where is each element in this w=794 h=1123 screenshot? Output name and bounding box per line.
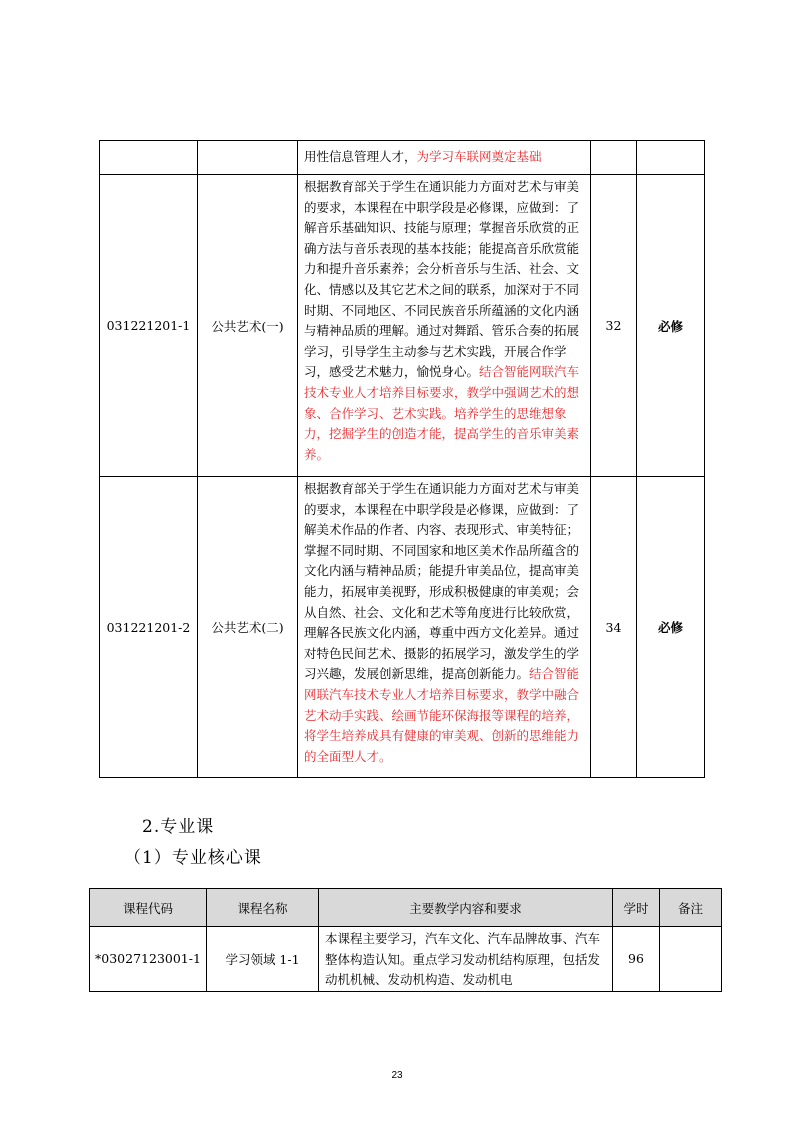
table-row	[90, 927, 722, 992]
header-note: 备注	[660, 889, 722, 927]
course-hours: 34	[591, 477, 637, 778]
core-course-table	[89, 888, 722, 992]
description-highlight: 结合智能网联汽车技术专业人才培养目标要求，教学中强调艺术的想象、合作学习、艺术实践。培养学生的思维想象力，挖掘学生的创造才能，提高学生的音乐审美素养。	[304, 364, 580, 462]
course-hours	[591, 141, 637, 175]
table-row	[100, 477, 705, 778]
course-description	[298, 477, 591, 778]
course-note	[637, 141, 705, 175]
course-hours: 96	[613, 927, 660, 992]
header-content: 主要教学内容和要求	[319, 889, 613, 927]
section-heading-core: （1）专业核心课	[124, 848, 262, 868]
course-description	[298, 175, 591, 477]
page-number: 23	[391, 1070, 403, 1081]
header-course-code: 课程代码	[90, 889, 207, 927]
course-note: 必修	[637, 477, 705, 778]
table-row	[100, 141, 705, 175]
course-name: 公共艺术(二)	[198, 477, 298, 778]
course-name	[198, 141, 298, 175]
course-code: 031221201-2	[100, 477, 198, 778]
general-course-table	[99, 140, 705, 778]
table-header-row	[90, 889, 722, 927]
course-name: 公共艺术(一)	[198, 175, 298, 477]
course-note: 必修	[637, 175, 705, 477]
section-heading-major: 2.专业课	[142, 817, 215, 837]
course-description	[298, 141, 591, 175]
course-description: 本课程主要学习，汽车文化、汽车品牌故事、汽车整体构造认知。重点学习发动机结构原理，包括发动机机械、发动机构造、发动机电	[319, 927, 613, 992]
course-hours: 32	[591, 175, 637, 477]
table-row	[100, 175, 705, 477]
course-code	[100, 141, 198, 175]
description-text: 根据教育部关于学生在通识能力方面对艺术与审美的要求，本课程在中职学段是必修课，应做到：了解音乐基础知识、技能与原理；掌握音乐欣赏的正确方法与音乐表现的基本技能；能提高音乐欣赏能力和提升音乐素养；会分析音乐与生活、社会、文化、情感以及其它艺术之间的联系，加深对于不同时期、不同地区、不同民族音乐所蕴涵的文化内涵与精神品质的理解。通过对舞蹈、管乐合奏的拓展学习，引导学生主动参与艺术实践，开展合作学习，感受艺术魅力，愉悦身心。	[304, 179, 580, 380]
header-course-name: 课程名称	[207, 889, 319, 927]
description-highlight: 为学习车联网奠定基础	[416, 149, 542, 165]
description-highlight: 结合智能网联汽车技术专业人才培养目标要求，教学中融合艺术动手实践、绘画节能环保海报等课程的培养，将学生培养成具有健康的审美观、创新的思维能力的全面型人才。	[304, 666, 580, 764]
header-hours: 学时	[613, 889, 660, 927]
description-text: 根据教育部关于学生在通识能力方面对艺术与审美的要求，本课程在中职学段是必修课，应做到：了解美术作品的作者、内容、表现形式、审美特征；掌握不同时期、不同国家和地区美术作品所蕴含的文化内涵与精神品质；能提升审美品位，提高审美能力，拓展审美视野，形成积极健康的审美观；会从自然、社会、文化和艺术等角度进行比较欣赏，理解各民族文化内涵，尊重中西方文化差异。通过对特色民间艺术、摄影的拓展学习，激发学生的学习兴趣，发展创新思维，提高创新能力。	[304, 481, 580, 682]
course-name: 学习领域 1-1	[207, 927, 319, 992]
description-text: 用性信息管理人才，	[304, 149, 417, 165]
course-code: *03027123001-1	[90, 927, 207, 992]
course-code: 031221201-1	[100, 175, 198, 477]
course-note	[660, 927, 722, 992]
